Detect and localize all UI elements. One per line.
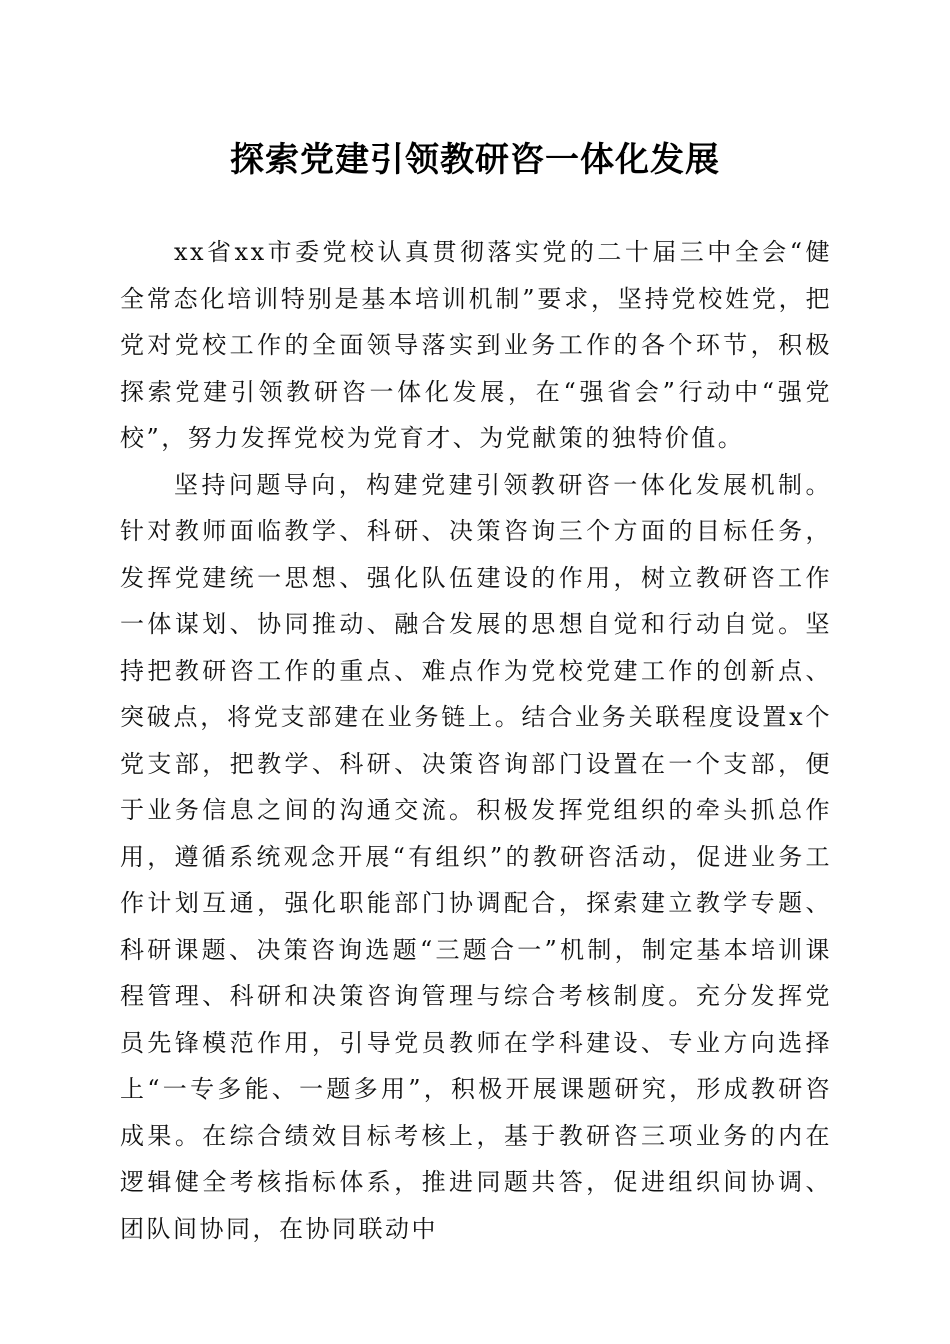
paragraph-mechanism: 坚持问题导向，构建党建引领教研咨一体化发展机制。针对教师面临教学、科研、决策咨询三个方面的目标任务，发挥党建统一思想、强化队伍建设的作用，树立教研咨工作一体谋划、协同推动、融合发展的思想自觉和行动自觉。坚持把教研咨工作的重点、难点作为党校党建工作的创新点、突破点，将党支部建在业务链上。结合业务关联程度设置x个党支部，把教学、科研、决策咨询部门设置在一个支部，便于业务信息之间的沟通交流。积极发挥党组织的牵头抓总作用，遵循系统观念开展“有组织”的教研咨活动，促进业务工作计划互通，强化职能部门协调配合，探索建立教学专题、科研课题、决策咨询选题“三题合一”机制，制定基本培训课程管理、科研和决策咨询管理与综合考核制度。充分发挥党员先锋模范作用，引导党员教师在学科建设、专业方向选择上“一专多能、一题多用”，积极开展课题研究，形成教研咨成果。在综合绩效目标考核上，基于教研咨三项业务的内在逻辑健全考核指标体系，推进同题共答，促进组织间协调、团队间协同，在协同联动中 <box>120 470 832 1243</box>
paragraph-intro: xx省xx市委党校认真贯彻落实党的二十届三中全会“健全常态化培训特别是基本培训机制”要求，坚持党校姓党，把党对党校工作的全面领导落实到业务工作的各个环节，积极探索党建引领教研咨一体化发展，在“强省会”行动中“强党校”，努力发挥党校为党育才、为党献策的独特价值。 <box>120 238 832 452</box>
document-title: 探索党建引领教研咨一体化发展 <box>230 140 720 180</box>
document-body <box>120 229 832 1252</box>
